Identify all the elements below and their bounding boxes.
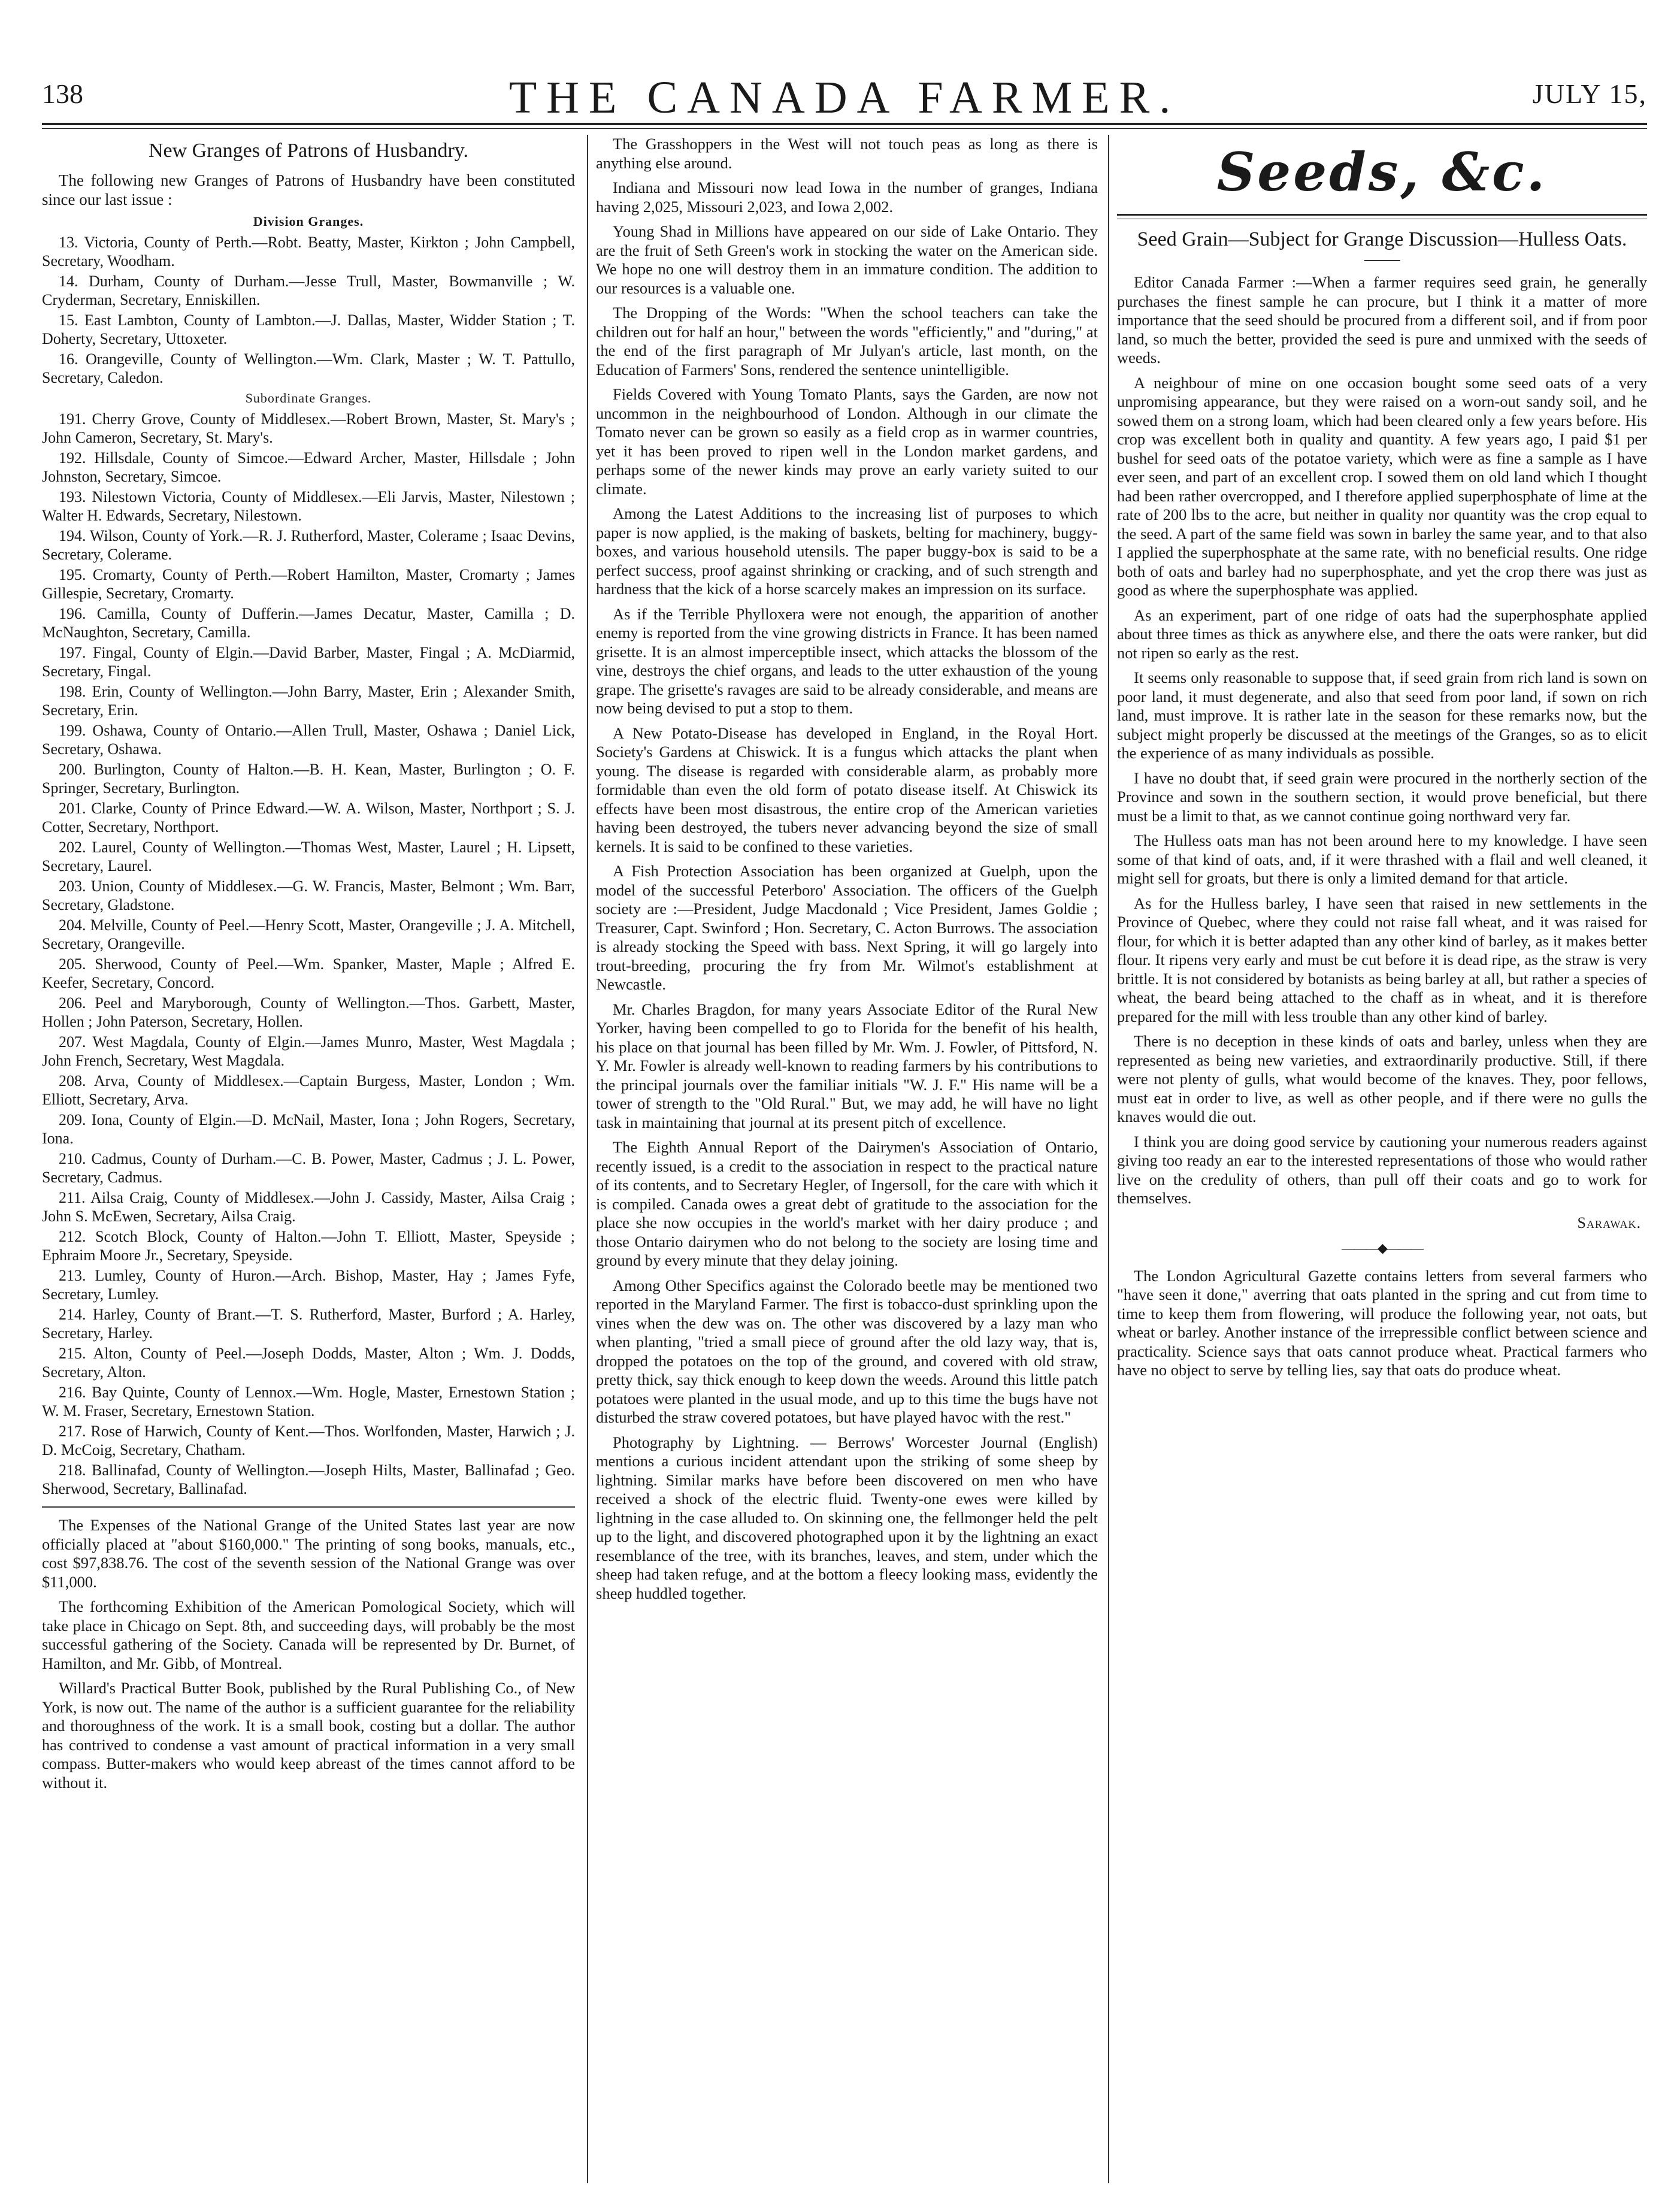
column-divider-1	[587, 135, 588, 2183]
news-paragraph: Young Shad in Millions have appeared on our side of Lake Ontario. They are the fruit of Seth Green's work in stocking the water on the American side. We hope no one will destroy them in an immature condition. The addition to our resources is a valuable one.	[596, 222, 1098, 297]
grange-entry: 201. Clarke, County of Prince Edward.—W. A. Wilson, Master, Northport ; S. J. Cotter, Secretary, Northport.	[42, 800, 575, 836]
header-rule-thin	[42, 128, 1647, 129]
news-paragraph: Fields Covered with Young Tomato Plants, says the Garden, are now not uncommon in the neighbourhood of London. Although in our climate the Tomato never can be grown so easily as a field crop as in warmer countries, yet it has been proved to ripen well in the London market gardens, and perhaps some of the newer kinds may prove an early variety suited to our climate.	[596, 385, 1098, 498]
news-paragraph: Willard's Practical Butter Book, published by the Rural Publishing Co., of New York, is now out. The name of the author is a sufficient guarantee for the reliability and thoroughness of the work. It is a small book, costing but a dollar. The author has contrived to condense a vast amount of practical information in a very small compass. Butter-makers who would keep abreast of the times cannot afford to be without it.	[42, 1679, 575, 1792]
grange-entry: 14. Durham, County of Durham.—Jesse Trull, Master, Bowmanville ; W. Cryderman, Secretary, Enniskillen.	[42, 273, 575, 308]
grange-entry: 203. Union, County of Middlesex.—G. W. Francis, Master, Belmont ; Wm. Barr, Secretary, Gladstone.	[42, 877, 575, 913]
news-paragraph: The Eighth Annual Report of the Dairymen's Association of Ontario, recently issued, is a credit to the association in respect to the practical nature of its contents, and to Secretary Hegler, of Ingersoll, for the care with which it is compiled. Canada owes a great debt of gratitude to the association for the place she now occupies in the world's market with her dairy produce ; and those Ontario dairymen who do not belong to the society are losing time and ground by every minute that they delay joining.	[596, 1138, 1098, 1269]
grange-entry: 195. Cromarty, County of Perth.—Robert Hamilton, Master, Cromarty ; James Gillespie, Secretary, Cromarty.	[42, 566, 575, 602]
page-number: 138	[42, 78, 83, 109]
news-paragraph: As if the Terrible Phylloxera were not enough, the apparition of another enemy is reported from the vine growing districts in France. It has been named grisette. It is an almost imperceptible insect, which attacks the blossom of the vine, destroys the chief organs, and leads to the utter exhaustion of the young grape. The grisette's ravages are said to be already considerable, and means are now being devised to put a stop to them.	[596, 604, 1098, 717]
grange-entry: 218. Ballinafad, County of Wellington.—Joseph Hilts, Master, Ballinafad ; Geo. Sherwood, Secretary, Ballinafad.	[42, 1461, 575, 1497]
col2-news-items	[596, 135, 1098, 1603]
grange-entry: 16. Orangeville, County of Wellington.—Wm. Clark, Master ; W. T. Pattullo, Secretary, Caledon.	[42, 350, 575, 386]
grange-entry: 197. Fingal, County of Elgin.—David Barber, Master, Fingal ; A. McDiarmid, Secretary, Fingal.	[42, 644, 575, 680]
granges-heading: New Granges of Patrons of Husbandry.	[148, 140, 469, 162]
grange-entry: 199. Oshawa, County of Ontario.—Allen Trull, Master, Oshawa ; Daniel Lick, Secretary, Oshawa.	[42, 722, 575, 758]
grange-entry: 209. Iona, County of Elgin.—D. McNail, Master, Iona ; John Rogers, Secretary, Iona.	[42, 1111, 575, 1147]
final-paragraph: The London Agricultural Gazette contains letters from several farmers who "have seen it done," averring that oats planted in the spring and cut from time to time to keep them from flowering, will produce the following year, not oats, but wheat or barley. Another instance of the irrepressible conflict between science and practicality. Science says that oats cannot produce wheat. Practical farmers who have no object to serve by telling lies, say that oats do produce wheat.	[1117, 1266, 1647, 1379]
article-paragraph: As for the Hulless barley, I have seen that raised in new settlements in the Province of Quebec, where they could not raise fall wheat, and it was raised for flour, for which it is better adapted than any other kind of barley, as it makes better flour. It ripens very early and must be cut before it is dead ripe, as the straw is very brittle. It is not considered by botanists as being barley at all, but rather a species of wheat, the beard being attached to the chaff as in wheat, and it is therefore prepared for the mill with less trouble than any other kind of barley.	[1117, 894, 1647, 1025]
ornamental-divider: ———◆———	[1342, 1240, 1422, 1255]
grange-entry: 202. Laurel, County of Wellington.—Thomas West, Master, Laurel ; H. Lipsett, Secretary, Laurel.	[42, 839, 575, 874]
grange-entry: 210. Cadmus, County of Durham.—C. B. Power, Master, Cadmus ; J. L. Power, Secretary, Cadmus.	[42, 1150, 575, 1186]
column-2	[596, 135, 1098, 2183]
grange-entry: 204. Melville, County of Peel.—Henry Scott, Master, Orangeville ; J. A. Mitchell, Secretary, Orangeville.	[42, 916, 575, 952]
news-paragraph: Indiana and Missouri now lead Iowa in the number of granges, Indiana having 2,025, Missouri 2,023, and Iowa 2,002.	[596, 178, 1098, 216]
grange-entry: 191. Cherry Grove, County of Middlesex.—Robert Brown, Master, St. Mary's ; John Cameron, Secretary, St. Mary's.	[42, 410, 575, 446]
article-title: Seed Grain—Subject for Grange Discussion—Hulless Oats.	[1137, 228, 1627, 250]
grange-entry: 207. West Magdala, County of Elgin.—James Munro, Master, West Magdala ; John French, Secretary, West Magdala.	[42, 1033, 575, 1069]
grange-entry: 208. Arva, County of Middlesex.—Captain Burgess, Master, London ; Wm. Elliott, Secretary, Arva.	[42, 1072, 575, 1108]
article-signature: Sarawak.	[1577, 1214, 1641, 1231]
article-paragraph: I have no doubt that, if seed grain were procured in the northerly section of the Province and sown in the southern section, it would prove beneficial, but there must be a limit to that, as we cannot continue going northward very far.	[1117, 768, 1647, 825]
grange-entry: 13. Victoria, County of Perth.—Robt. Beatty, Master, Kirkton ; John Campbell, Secretary, Woodham.	[42, 234, 575, 270]
grange-entry: 194. Wilson, County of York.—R. J. Rutherford, Master, Colerame ; Isaac Devins, Secretary, Colerame.	[42, 527, 575, 563]
grange-entry: 216. Bay Quinte, County of Lennox.—Wm. Hogle, Master, Ernestown Station ; W. M. Fraser, Secretary, Ernestown Station.	[42, 1384, 575, 1420]
header-rule	[42, 123, 1647, 125]
section-separator	[42, 1506, 575, 1508]
grange-entry: 213. Lumley, County of Huron.—Arch. Bishop, Master, Hay ; James Fyfe, Secretary, Lumley.	[42, 1267, 575, 1303]
grange-entry: 214. Harley, County of Brant.—T. S. Rutherford, Master, Burford ; A. Harley, Secretary, Harley.	[42, 1306, 575, 1342]
news-paragraph: The Expenses of the National Grange of the United States last year are now officially placed at "about $160,000." The printing of song books, manuals, etc., cost $97,838.76. The cost of the seventh session of the National Grange was over $11,000.	[42, 1516, 575, 1591]
article-paragraph: As an experiment, part of one ridge of oats had the superphosphate applied about three times as thick as anywhere else, and there the oats were ranker, but did not ripen so early as the rest.	[1117, 606, 1647, 662]
grange-entry: 215. Alton, County of Peel.—Joseph Dodds, Master, Alton ; Wm. J. Dodds, Secretary, Alton.	[42, 1345, 575, 1381]
col1-news-items	[42, 1516, 575, 1792]
column-3	[1117, 135, 1647, 2183]
news-paragraph: Photography by Lightning. — Berrows' Worcester Journal (English) mentions a curious incident attendant upon the striking of some sheep by lightning. Similar marks have before been discovered on men who have received a shock of the electric fluid. Twenty-one ewes were killed by lightning in the case alluded to. On skinning one, the fellmonger held the pelt up to the light, and discovered photographed upon it by the lightning an exact resemblance of the tree, with its branches, leaves, and stem, under which the sheep had taken refuge, and at the bottom a fleecy looking mass, evidently the sheep huddled together.	[596, 1433, 1098, 1602]
issue-date: JULY 15,	[1532, 78, 1647, 109]
article-paragraph: The Hulless oats man has not been around here to my knowledge. I have seen some of that kind of oats, and, if it were thrashed with a flail and well cleaned, it might sell for groats, but there is only a limited demand for that article.	[1117, 831, 1647, 887]
grange-entry: 15. East Lambton, County of Lambton.—J. Dallas, Master, Widder Station ; T. Doherty, Secretary, Uttoxeter.	[42, 311, 575, 347]
grange-entry: 217. Rose of Harwich, County of Kent.—Thos. Worlfonden, Master, Harwich ; J. D. McCoig, Secretary, Chatham.	[42, 1423, 575, 1458]
division-granges-list	[42, 233, 575, 387]
division-granges-heading: Division Granges.	[253, 214, 364, 229]
news-paragraph: Among Other Specifics against the Colorado beetle may be mentioned two reported in the Maryland Farmer. The first is tobacco-dust sprinkling upon the vines when the dew was on. The other was discovered by a lazy man who when planting, "tried a small piece of ground after the old lazy way, that is, dropped the potatoes on the top of the ground, and covered with old straw, pretty thick, say thick enough to keep down the weeds. Around this little patch potatoes were planted in the usual mode, and up to this time the bugs have not disturbed the straw covered potatoes, but have played havoc with the rest."	[596, 1276, 1098, 1426]
seeds-section-heading: Seeds, &c.	[1216, 141, 1548, 203]
grange-entry: 192. Hillsdale, County of Simcoe.—Edward Archer, Master, Hillsdale ; John Johnston, Secretary, Simcoe.	[42, 449, 575, 485]
article-body	[1117, 273, 1647, 1208]
news-paragraph: The forthcoming Exhibition of the American Pomological Society, which will take place in Chicago on Sept. 8th, and succeeding days, will probably be the most successful gathering of the Society. Canada will be represented by Dr. Burnet, of Hamilton, and Mr. Gibb, of Montreal.	[42, 1597, 575, 1672]
section-double-rule	[1117, 214, 1647, 219]
subordinate-granges-heading: Subordinate Granges.	[245, 391, 372, 406]
grange-entry: 211. Ailsa Craig, County of Middlesex.—John J. Cassidy, Master, Ailsa Craig ; John S. McEwen, Secretary, Ailsa Craig.	[42, 1189, 575, 1225]
article-paragraph: A neighbour of mine on one occasion bought some seed oats of a very unpromising appearance, but they were raised on a worn-out sandy soil, and he sowed them on a strong loam, which had been cleared only a few years before. His crop was excellent both in quality and quantity. A few years ago, I paid $1 per bushel for seed oats of the potatoe variety, which were as fine a sample as I have ever seen, and part of an excellent crop. I sowed them on old land which I thought had been rather overcropped, and I therefore applied superphosphate of lime at the rate of 200 lbs to the acre, but neither in quality nor quantity was the crop equal to the seed. A part of the same field was sown in barley the same year, and to that also I applied the superphosphate at the same rate, with no beneficial results. One ridge both of oats and barley had no superphosphate, and yet the crop there was just as good as where the superphosphate was applied.	[1117, 373, 1647, 599]
news-paragraph: The Dropping of the Words: "When the school teachers can take the children out for half an hour," between the words "efficiently," and "during," at the end of the first paragraph of Mr Julyan's article, last month, on the Education of Farmers' Sons, rendered the sentence unintelligible.	[596, 304, 1098, 379]
grange-entry: 193. Nilestown Victoria, County of Middlesex.—Eli Jarvis, Master, Nilestown ; Walter H. Edwards, Secretary, Nilestown.	[42, 488, 575, 524]
news-paragraph: The Grasshoppers in the West will not touch peas as long as there is anything else around.	[596, 135, 1098, 172]
masthead	[42, 72, 1647, 126]
title-rule	[1364, 260, 1400, 261]
column-1	[42, 135, 575, 2135]
newspaper-title: THE CANADA FARMER.	[508, 72, 1180, 123]
news-paragraph: Mr. Charles Bragdon, for many years Associate Editor of the Rural New Yorker, having been compelled to go to Florida for the benefit of his health, his place on that journal has been filled by Mr. Wm. J. Fowler, of Pittsford, N. Y. Mr. Fowler is already well-known to reading farmers by his contributions to the principal journals over the familiar initials "W. J. F." His name will be a tower of strength to the "Old Rural." But, we may add, he will have no light task in maintaining that journal at its present pitch of excellence.	[596, 1000, 1098, 1131]
news-paragraph: Among the Latest Additions to the increasing list of purposes to which paper is now applied, is the making of baskets, belting for machinery, buggy-boxes, and various household utensils. The paper buggy-box is said to be a perfect success, proof against shrinking or cracking, and of such strength and hardness that the kick of a horse scarcely makes an impression on its surface.	[596, 504, 1098, 598]
granges-intro: The following new Granges of Patrons of Husbandry have been constituted since our last issue :	[42, 171, 575, 208]
article-paragraph: It seems only reasonable to suppose that, if seed grain from rich land is sown on poor land, it must degenerate, and also that seed from poor land, if sown on rich land, must improve. It is rather late in the season for these remarks now, but the subject might properly be discussed at the meetings of the Granges, so as to elicit the experience of as many individuals as possible.	[1117, 668, 1647, 762]
grange-entry: 206. Peel and Maryborough, County of Wellington.—Thos. Garbett, Master, Hollen ; John Paterson, Secretary, Hollen.	[42, 994, 575, 1030]
article-paragraph: There is no deception in these kinds of oats and barley, unless when they are represented as being new varieties, and extraordinarily productive. Still, if there were not plenty of gulls, what would become of the knaves. They, poor fellows, must eat in order to live, as well as other people, and if there were no gulls the knaves would die out.	[1117, 1032, 1647, 1125]
news-paragraph: A Fish Protection Association has been organized at Guelph, upon the model of the successful Peterboro' Association. The officers of the Guelph society are :—President, Judge Macdonald ; Vice President, James Goldie ; Treasurer, Capt. Swinford ; Hon. Secretary, C. Acton Burrows. The association is already stocking the Speed with bass. Next Spring, it will go largely into trout-breeding, procuring the fry from Mr. Wilmot's establishment at Newcastle.	[596, 862, 1098, 993]
grange-entry: 198. Erin, County of Wellington.—John Barry, Master, Erin ; Alexander Smith, Secretary, Erin.	[42, 683, 575, 719]
subordinate-granges-list	[42, 410, 575, 1498]
news-paragraph: A New Potato-Disease has developed in England, in the Royal Hort. Society's Gardens at Chiswick. It is a fungus which attacks the plant when young. The disease is regarded with considerable alarm, as probably more formidable than even the old form of potato disease itself. At Chiswick its effects have been most disastrous, the entire crop of the American varieties having been destroyed, the tubers never advancing beyond the size of small kernels. It is said to be confined to these varieties.	[596, 724, 1098, 855]
article-paragraph: I think you are doing good service by cautioning your numerous readers against giving too ready an ear to the interested representations of those who would rather live on the credulity of others, than pull off their coats and go to work for themselves.	[1117, 1132, 1647, 1207]
grange-entry: 196. Camilla, County of Dufferin.—James Decatur, Master, Camilla ; D. McNaughton, Secretary, Camilla.	[42, 605, 575, 641]
grange-entry: 205. Sherwood, County of Peel.—Wm. Spanker, Master, Maple ; Alfred E. Keefer, Secretary, Concord.	[42, 955, 575, 991]
grange-entry: 212. Scotch Block, County of Halton.—John T. Elliott, Master, Speyside ; Ephraim Moore Jr., Secretary, Speyside.	[42, 1228, 575, 1264]
column-divider-2	[1108, 135, 1109, 2183]
final-item	[1117, 1267, 1647, 1380]
article-paragraph: Editor Canada Farmer :—When a farmer requires seed grain, he generally purchases the finest sample he can procure, but I think it a matter of more importance that the seed should be procured from a different soil, and if from poor land, so much the better, provided the seed is pure and unmixed with the seeds of weeds.	[1117, 273, 1647, 367]
grange-entry: 200. Burlington, County of Halton.—B. H. Kean, Master, Burlington ; O. F. Springer, Secretary, Burlington.	[42, 761, 575, 797]
